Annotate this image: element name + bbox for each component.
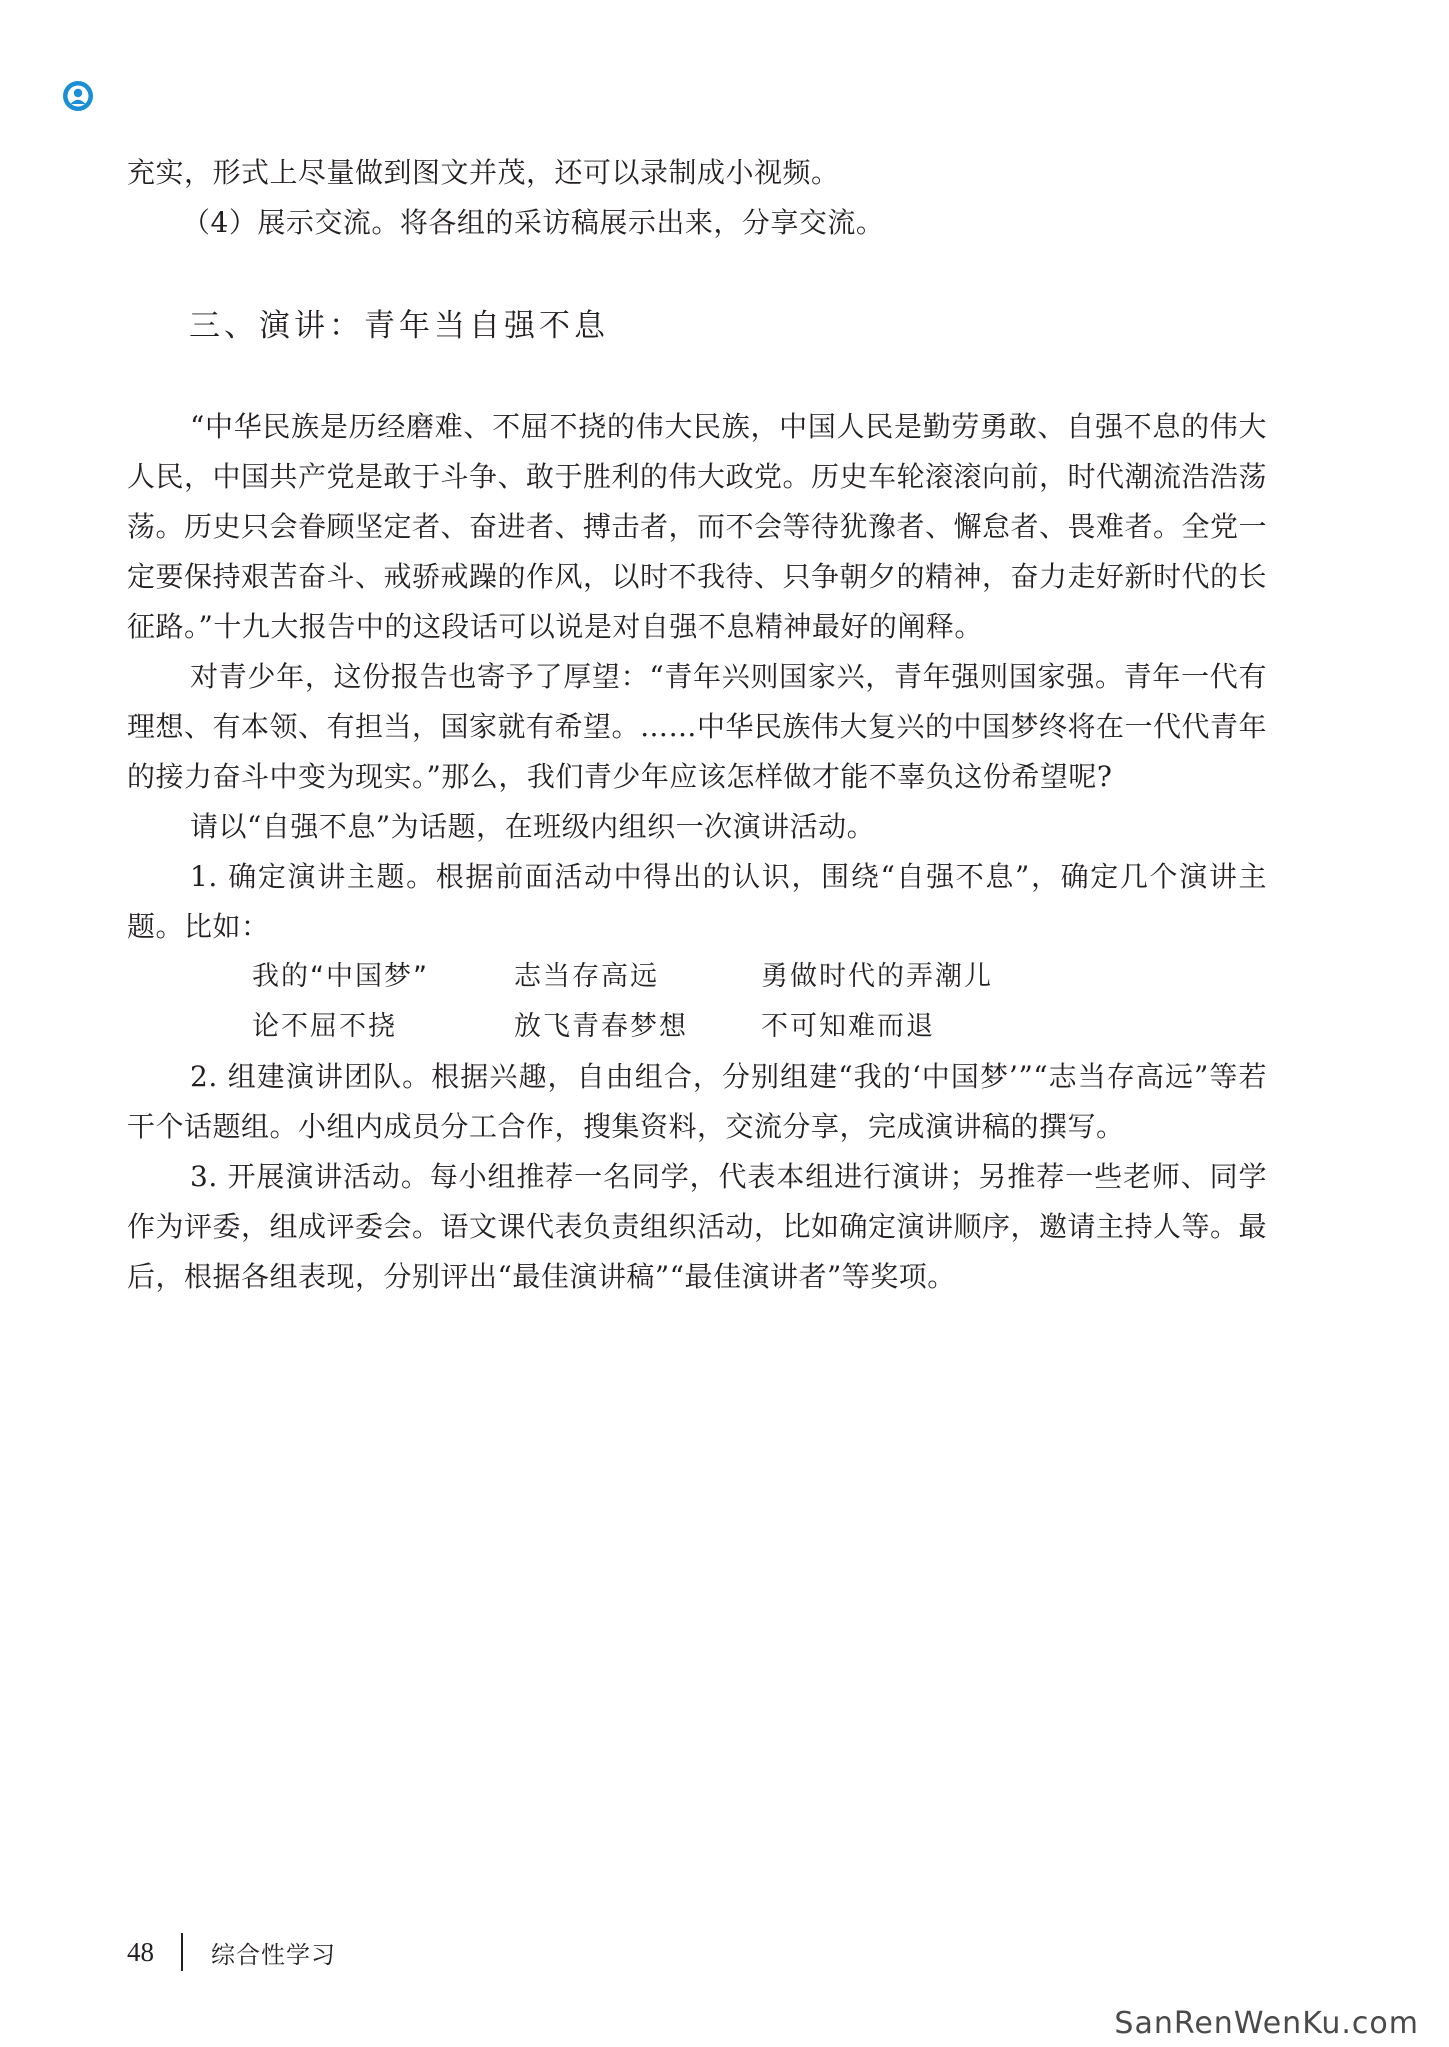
- topic-item: 勇做时代的弄潮儿: [761, 961, 993, 992]
- page-content: [127, 148, 1267, 1302]
- topic-item: 志当存高远: [514, 961, 659, 992]
- topic-item: 不可知难而退: [761, 1011, 935, 1042]
- topic-list: [252, 952, 1267, 1052]
- footer-divider: [181, 1933, 183, 1971]
- paragraph-step-3: 3. 开展演讲活动。每小组推荐一名同学，代表本组进行演讲；另推荐一些老师、同学作为评委，组成评委会。语文课代表负责组织活动，比如确定演讲顺序，邀请主持人等。最后，根据各组表现，分别评出“最佳演讲稿”“最佳演讲者”等奖项。: [127, 1160, 1268, 1293]
- paragraph-step-2: 2. 组建演讲团队。根据兴趣，自由组合，分别组建“我的‘中国梦’”“志当存高远”等若干个话题组。小组内成员分工合作，搜集资料，交流分享，完成演讲稿的撰写。: [127, 1060, 1267, 1143]
- paragraph-step-1: 1. 确定演讲主题。根据前面活动中得出的认识，围绕“自强不息”，确定几个演讲主题。比如：: [127, 860, 1267, 943]
- topic-row-2: [252, 1002, 1267, 1052]
- footer-section-label: 综合性学习: [211, 1940, 336, 1969]
- topic-row-1: [252, 952, 1267, 1002]
- watermark: SanRenWenKu.com: [1114, 2006, 1419, 2041]
- page-footer: [127, 1932, 336, 1972]
- paragraph-youth: 对青少年，这份报告也寄予了厚望：“青年兴则国家兴，青年强则国家强。青年一代有理想、有本领、有担当，国家就有希望。……中华民族伟大复兴的中国梦终将在一代代青年的接力奋斗中变为现实。”那么，我们青少年应该怎样做才能不辜负这份希望呢?: [127, 660, 1268, 793]
- topic-item: 论不屈不挠: [252, 1011, 397, 1042]
- paragraph-quote: “中华民族是历经磨难、不屈不挠的伟大民族，中国人民是勤劳勇敢、自强不息的伟大人民，中国共产党是敢于斗争、敢于胜利的伟大政党。历史车轮滚滚向前，时代潮流浩浩荡荡。历史只会眷顾坚定者、奋进者、搏击者，而不会等待犹豫者、懈怠者、畏难者。全党一定要保持艰苦奋斗、戒骄戒躁的作风，以时不我待、只争朝夕的精神，奋力走好新时代的长征路。”十九大报告中的这段话可以说是对自强不息精神最好的阐释。: [127, 410, 1268, 643]
- paragraph-intro-end: 充实，形式上尽量做到图文并茂，还可以录制成小视频。: [127, 156, 840, 189]
- section-title: 三、演讲：青年当自强不息: [189, 308, 609, 344]
- topic-item: 我的“中国梦”: [252, 961, 429, 992]
- page-number: 48: [127, 1936, 154, 1967]
- paragraph-step-4: （4）展示交流。将各组的采访稿展示出来，分享交流。: [182, 206, 885, 239]
- topic-item: 放飞青春梦想: [514, 1011, 688, 1042]
- person-badge-icon: [62, 80, 94, 112]
- paragraph-task: 请以“自强不息”为话题，在班级内组织一次演讲活动。: [190, 810, 876, 843]
